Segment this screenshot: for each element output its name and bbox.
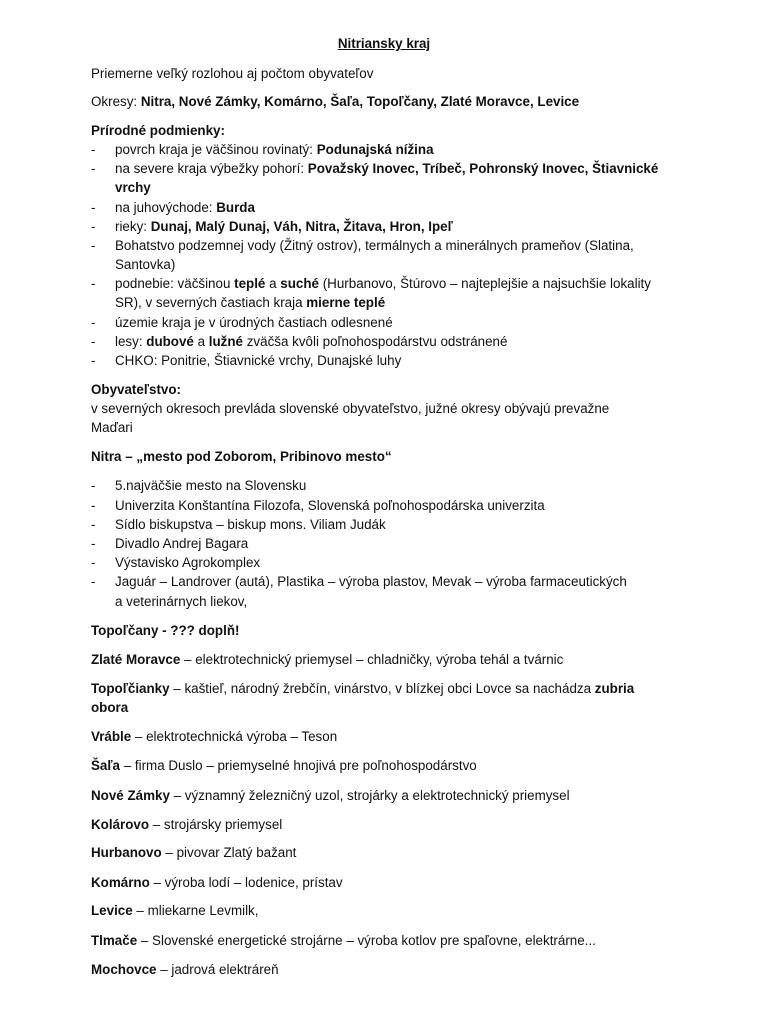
bullet-dash: -	[91, 238, 96, 253]
page-title: Nitriansky kraj	[337, 36, 431, 51]
town-mochovce: Mochovce – jadrová elektráreň	[91, 962, 279, 977]
town-sala: Šaľa – firma Duslo – priemyselné hnojivá pre poľnohospodárstvo	[91, 758, 477, 773]
town-vrable: Vráble – elektrotechnická výroba – Teson	[91, 729, 338, 744]
town-nove-zamky: Nové Zámky – významný železničný uzol, strojárky a elektrotechnický priemysel	[91, 788, 570, 803]
bullet-dash: -	[91, 161, 96, 176]
bullet-dash: -	[91, 276, 96, 291]
town-topolcianky: Topoľčianky – kaštieľ, národný žrebčín, vinárstvo, v blízkej obci Lovce sa nachádza zubria	[91, 681, 635, 696]
nitra-heading: Nitra – „mesto pod Zoborom, Pribinovo mesto“	[91, 449, 392, 464]
town-kolarovo: Kolárovo – strojársky priemysel	[91, 817, 283, 832]
bullet-dash: -	[91, 142, 96, 157]
bullet-dash: -	[91, 574, 96, 589]
town-levice: Levice – mliekarne Levmilk,	[91, 903, 259, 918]
town-komarno: Komárno – výroba lodí – lodenice, prístav	[91, 875, 343, 890]
bullet-dash: -	[91, 219, 96, 234]
town-topolcany: Topoľčany - ??? doplň!	[91, 623, 240, 638]
prirodne-heading: Prírodné podmienky:	[91, 123, 225, 138]
bullet-dash: -	[91, 315, 96, 330]
bullet-dash: -	[91, 478, 96, 493]
town-hurbanovo: Hurbanovo – pivovar Zlatý bažant	[91, 845, 297, 860]
okresy-value: Nitra, Nové Zámky, Komárno, Šaľa, Topoľčany, Zlaté Moravce, Levice	[140, 94, 580, 109]
obyvatelstvo-heading: Obyvateľstvo:	[91, 382, 181, 397]
okresy-label: Okresy:	[91, 94, 141, 109]
bullet-dash: -	[91, 200, 96, 215]
bullet-dash: -	[91, 334, 96, 349]
town-tlmace: Tlmače – Slovenské energetické strojárne – výroba kotlov pre spaľovne, elektrárne...	[91, 933, 596, 948]
okresy-line	[91, 92, 691, 112]
intro-text: Priemerne veľký rozlohou aj počtom obyvateľov	[91, 66, 374, 81]
bullet-dash: -	[91, 353, 96, 368]
town-topolcianky-cont: obora	[91, 700, 129, 715]
document-page: Nitriansky kraj Priemerne veľký rozlohou aj počtom obyvateľov Okresy: Nitra, Nové Zámky, Komárno, Šaľa, Topoľčany, Zlaté Moravce, Levice Prírodné podmienky: - povrch kraja je väčšinou rovinatý: Podunajská nížina - na severe kraja výbežky pohorí: Považský Inovec, Tríbeč, Pohronský Inovec, Štiavnické vrchy - na juhovýchode: Burda - rieky: Dunaj, Malý Dunaj, Váh, Nitra, Žitava, Hron, Ipeľ - Bohatstvo podzemnej vody (Žitný ostrov), termálnych a minerálnych prameňov (Slatina, Santovka) - podnebie: väčšinou teplé a suché (Hurbanovo, Štúrovo – najteplejšie a najsuchšie lokality SR), v severných častiach kraja mierne teplé - územie kraja je v úrodných častiach odlesnené - lesy: dubové a lužné zväčša kvôli poľnohospodárstvu odstránené - CHKO: Ponitrie, Štiavnické vrchy, Dunajské luhy Obyvateľstvo: v severných okresoch prevláda slovenské obyvateľstvo, južné okresy obývajú prevažne Maďari Nitra – „mesto pod Zoborom, Pribinovo mesto“ - 5.najväčšie mesto na Slovensku - Univerzita Konštantína Filozofa, Slovenská poľnohospodárska univerzita - Sídlo biskupstva – biskup mons. Viliam Judák - Divadlo Andrej Bagara - Výstavisko Agrokomplex - Jaguár – Landrover (autá), Plastika – výroba plastov, Mevak – výroba farmaceutických a veterinárnych liekov, Topoľčany - ??? doplň! Zlaté Moravce – elektrotechnický priemysel – chladničky, výroba tehál a tvárnic Topoľčianky – kaštieľ, národný žrebčín, vinárstvo, v blízkej obci Lovce sa nachádza zubria obora Vráble – elektrotechnická výroba – Teson Šaľa – firma Duslo – priemyselné hnojivá pre poľnohospodárstvo Nové Zámky – významný železničný uzol, strojárky a elektrotechnický priemysel Kolárovo – strojársky priemysel Hurbanovo – pivovar Zlatý bažant Komárno – výroba lodí – lodenice, prístav Levice – mliekarne Levmilk, Tlmače – Slovenské energetické strojárne – výroba kotlov pre spaľovne, elektrárne... Mochovce – jadrová elektráreň	[0, 0, 768, 1024]
bullet-dash: -	[91, 498, 96, 513]
town-zlate-moravce: Zlaté Moravce – elektrotechnický priemysel – chladničky, výroba tehál a tvárnic	[91, 652, 564, 667]
bullet-dash: -	[91, 536, 96, 551]
obyvatelstvo-text: v severných okresoch prevláda slovenské obyvateľstvo, južné okresy obývajú prevažne	[91, 401, 610, 416]
obyvatelstvo-text: Maďari	[91, 420, 133, 435]
bullet-dash: -	[91, 555, 96, 570]
bullet-dash: -	[91, 517, 96, 532]
